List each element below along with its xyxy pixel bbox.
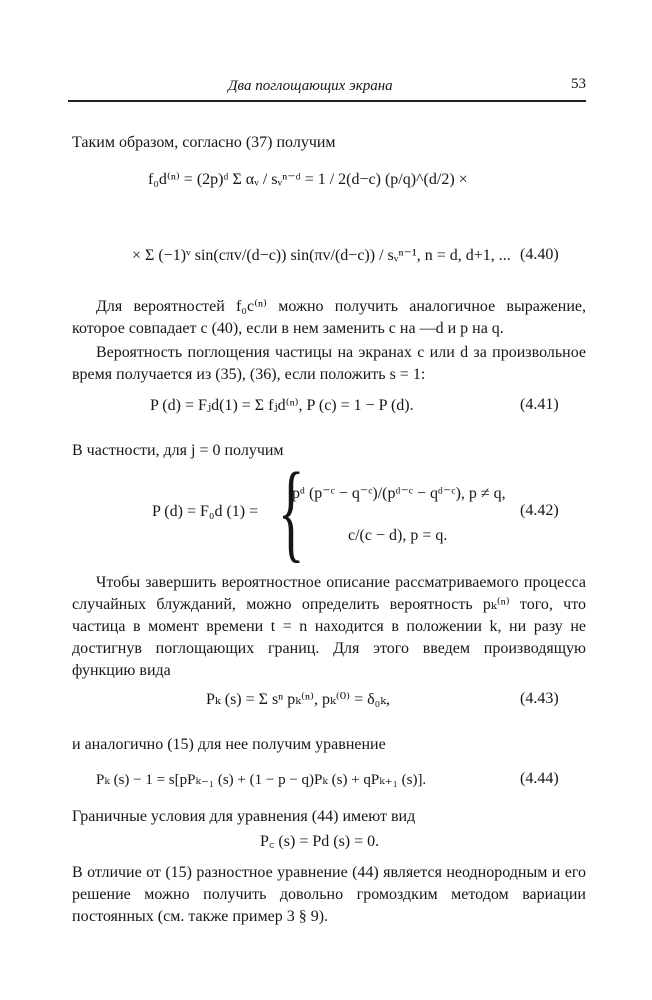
- equation-4-42-case-1: pᵈ (p⁻ᶜ − q⁻ᶜ)/(pᵈ⁻ᶜ − qᵈ⁻ᶜ), p ≠ q,: [292, 485, 506, 502]
- equation-label-4-41: (4.41): [520, 396, 559, 413]
- paragraph-2: Для вероятностей f₀c⁽ⁿ⁾ можно получить аналогичное выражение, которое совпадает с (40), если в нем заменить c на —d и p на q.: [72, 298, 586, 337]
- equation-label-4-42: (4.42): [520, 502, 559, 519]
- boundary-conditions-equation: P꜀ (s) = Pd (s) = 0.: [260, 833, 380, 850]
- running-title: Два поглощающих экрана: [228, 78, 393, 94]
- equation-4-40-line-1: f₀d⁽ⁿ⁾ = (2p)ᵈ Σ αᵥ / sᵥⁿ⁻ᵈ = 1 / 2(d−c) (p/q)^(d/2) ×: [148, 171, 468, 188]
- equation-label-4-44: (4.44): [520, 770, 559, 787]
- equation-4-42-lhs: P (d) = F₀d (1) =: [152, 503, 259, 520]
- paragraph-6: и аналогично (15) для нее получим уравнение: [72, 736, 386, 753]
- paragraph-8: В отличие от (15) разностное уравнение (44) является неоднородным и его решение можно получить довольно громоздким методом вариации постоянных (см. также пример 3 § 9).: [72, 864, 586, 925]
- paragraph-5: Чтобы завершить вероятностное описание рассматриваемого процесса случайных блужданий, можно определить вероятность pₖ⁽ⁿ⁾ того, что частица в момент времени t = n находится в положении k, ни разу не достигнув поглощающих границ. Для этого введем производящую функцию вида: [72, 574, 586, 679]
- paragraph-7: Граничные условия для уравнения (44) имеют вид: [72, 808, 416, 825]
- page-number: 53: [571, 76, 586, 92]
- left-brace: {: [278, 450, 305, 572]
- paragraph-3: Вероятность поглощения частицы на экранах c или d за произвольное время получается из (35), (36), если положить s = 1:: [72, 344, 587, 383]
- equation-label-4-43: (4.43): [520, 690, 559, 707]
- equation-4-41: P (d) = Fⱼd(1) = Σ fⱼd⁽ⁿ⁾, P (c) = 1 − P (d).: [150, 397, 414, 414]
- equation-4-44: Pₖ (s) − 1 = s[pPₖ₋₁ (s) + (1 − p − q)Pₖ (s) + qPₖ₊₁ (s)].: [96, 772, 427, 788]
- paragraph-1: Таким образом, согласно (37) получим: [72, 134, 336, 151]
- equation-4-40-line-2: × Σ (−1)ᵛ sin(cπv/(d−c)) sin(πv/(d−c)) / sᵥⁿ⁻¹, n = d, d+1, ...: [132, 247, 511, 264]
- paragraph-4: В частности, для j = 0 получим: [72, 442, 284, 459]
- equation-label-4-40: (4.40): [520, 246, 559, 263]
- equation-4-42-case-2: c/(c − d), p = q.: [348, 527, 448, 544]
- running-header: [68, 76, 586, 102]
- equation-4-43: Pₖ (s) = Σ sⁿ pₖ⁽ⁿ⁾, pₖ⁽⁰⁾ = δ₀ₖ,: [206, 691, 391, 708]
